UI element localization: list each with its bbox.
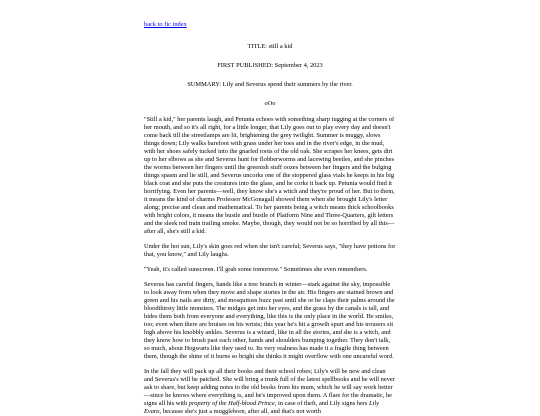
story-paragraph-3: "Yeah, it's called sunscreen. I'll grab some tomorrow." Sometimes she even remembers. [144,266,368,273]
story-paragraph-4: Severus has careful fingers, hands like a tree branch in winter—stark against the sky, impossible to look away from when they move and shape stories in the air. His fingers are stained brown and green and his nails are dirty, and mosquitoes buzz past until she or he claps their palms around the bloodthirsty little monsters. The midges get into her eyes, and the grass by the canals is tall, and hides them both from everyone and everything, like this is the only place in the world. He smiles, too; even when there are bruises on his wrists; this year he's hit a growth spurt and his trousers sit high above his knobbly ankles. Severus is a wizard, like in all the stories, and she is a witch, and they know how to brush past each other, hands and shoulders bumping together. They don't talk, so much, about Hogwarts like they used to. Its very realness has made it a fragile thing between them, though the shine of it burns so bright she thinks it might overflow with one uncareful word. [144,281,395,360]
story-paragraph-5 [144,368,396,416]
story-paragraph-1: "Still a kid," her parents laugh, and Petunia echoes with something sharp tugging at the corners of her mouth, and so it's all right, for a little longer, that Lily goes out to play every day and doesn't come back till the streetlamps are lit, brightening the grey twilight. Summer is muggy, slows things down; Lily walks barefoot with grass under her toes and in the river's edge, in the mud, with her shoes safely tucked into the gnarled roots of the old oak. She scrapes her knees, gets dirt up to her elbows as she and Severus hunt for flobberworms and lacewing beetles, and she pinches the worms between her fingers until the greenish stuff oozes between her fingers and the bulging things spasm and lie still, and Severus uncorks one of the stoppered glass vials he keeps in his big black coat and she puts the creatures into the glass, and he corks it back up. Petunia would find it horrifying. Even her parents—well, they know she's a witch and they're proud of her. But to them, it means the kind of charms Professor McGonagall showed them when she brought Lily's letter along; precise and clean and mathematical. To her parents being a witch means thick schoolbooks with bright colors, it means the bustle and bustle of Platform Nine and Three-Quarters, gilt letters and the sleek red train trailing smoke. Maybe, though, they would not be so horrified by all this—after all, she's still a kid. [144,116,395,235]
section-divider: oOo [264,100,276,107]
paragraph-text: , because she's just a muggleborn, after all, and that's not worth [159,408,321,415]
story-paragraph-2: Under the hot sun, Lily's skin goes red when she isn't careful; Severus says, "they have potions for that, you know," and Lily laughs. [144,243,396,258]
paragraph-text: In the fall they will pack up all their books and their school robes; Lily's will be new and clean and Severus's will be patched. She will bring a trunk full of the latest spellbooks and he will never ask to share, but keep adding notes to the old books from his mum, which he will say work better—since he knows where everything is, and he's improved upon them. A flare for the dramatic, he signs all his with [144,368,395,407]
paragraph-text: , in case of theft, and Lily signs hers [274,400,370,407]
emphasis-text: Lily Evans [144,400,379,415]
fic-title: TITLE: still a kid [247,43,293,50]
back-to-index-link[interactable]: back to fic index [144,21,187,28]
fic-summary: SUMMARY: Lily and Severus spend their summers by the river. [187,81,353,88]
fic-published-date: FIRST PUBLISHED: September 4, 2023 [217,62,323,69]
emphasis-text: property of the Half-blood Prince [188,400,275,407]
nav-line [144,21,396,29]
